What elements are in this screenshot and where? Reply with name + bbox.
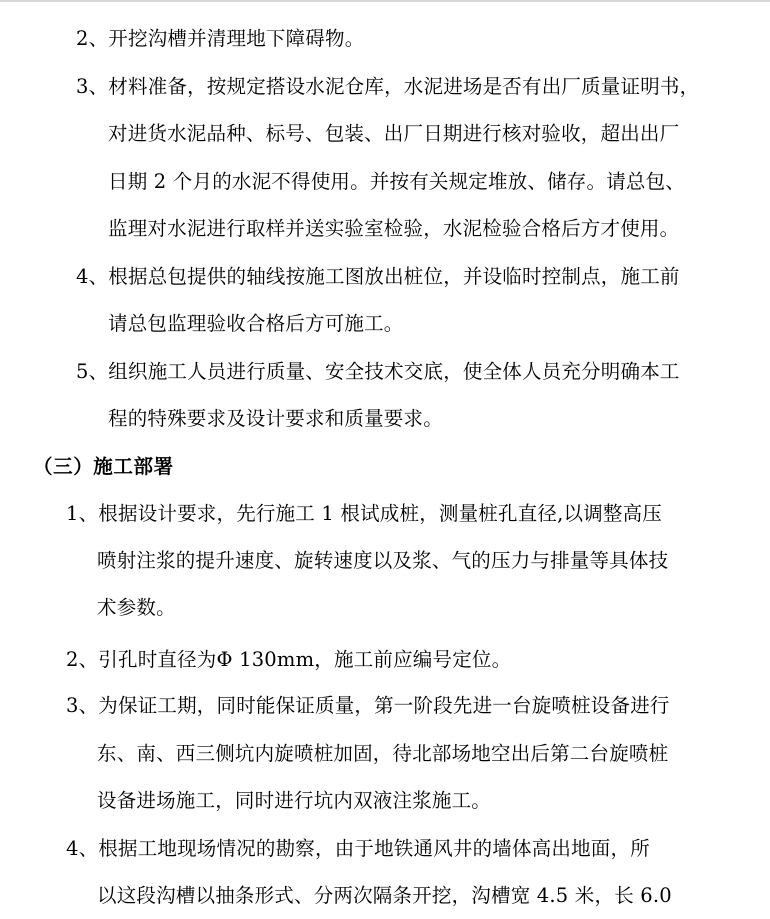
deploy-item-3-line-3: 设备进场施工，同时进行坑内双液注浆施工。: [97, 789, 492, 812]
deploy-item-1-line-2: 喷射注浆的提升速度、旋转速度以及浆、气的压力与排量等具体技: [97, 549, 669, 572]
item-4-line-1: 4、根据总包提供的轴线按施工图放出桩位，并设临时控制点，施工前: [76, 265, 680, 288]
item-3-line-1: 3、材料准备，按规定搭设水泥仓库，水泥进场是否有出厂质量证明书，: [76, 75, 700, 98]
section-heading: （三）施工部署: [33, 455, 174, 478]
item-5-line-1: 5、组织施工人员进行质量、安全技术交底，使全体人员充分明确本工: [76, 360, 680, 383]
item-2-line-1: 2、开挖沟槽并清理地下障碍物。: [76, 27, 365, 50]
item-3-line-2: 对进货水泥品种、标号、包装、出厂日期进行核对验收，超出出厂: [108, 122, 680, 145]
deploy-item-4-line-1: 4、根据工地现场情况的勘察，由于地铁通风井的墙体高出地面，所: [66, 837, 650, 860]
deploy-item-3-line-2: 东、南、西三侧坑内旋喷桩加固，待北部场地空出后第二台旋喷桩: [97, 742, 669, 765]
top-divider: [0, 0, 770, 2]
deploy-item-3-line-1: 3、为保证工期，同时能保证质量，第一阶段先进一台旋喷桩设备进行: [66, 694, 670, 717]
item-4-line-2: 请总包监理验收合格后方可施工。: [108, 312, 404, 335]
deploy-item-1-line-1: 1、根据设计要求，先行施工 1 根试成桩，测量桩孔直径,以调整高压: [66, 502, 663, 525]
item-3-line-4: 监理对水泥进行取样并送实验室检验，水泥检验合格后方才使用。: [108, 217, 680, 240]
item-5-line-2: 程的特殊要求及设计要求和质量要求。: [108, 407, 443, 430]
deploy-item-1-line-3: 术参数。: [97, 596, 176, 619]
deploy-item-2-line-1: 2、引孔时直径为Φ 130mm，施工前应编号定位。: [66, 648, 512, 671]
item-3-line-3: 日期 2 个月的水泥不得使用。并按有关规定堆放、储存。请总包、: [108, 170, 686, 193]
deploy-item-4-line-2: 以这段沟槽以抽条形式、分两次隔条开挖，沟槽宽 4.5 米，长 6.0: [97, 884, 672, 907]
